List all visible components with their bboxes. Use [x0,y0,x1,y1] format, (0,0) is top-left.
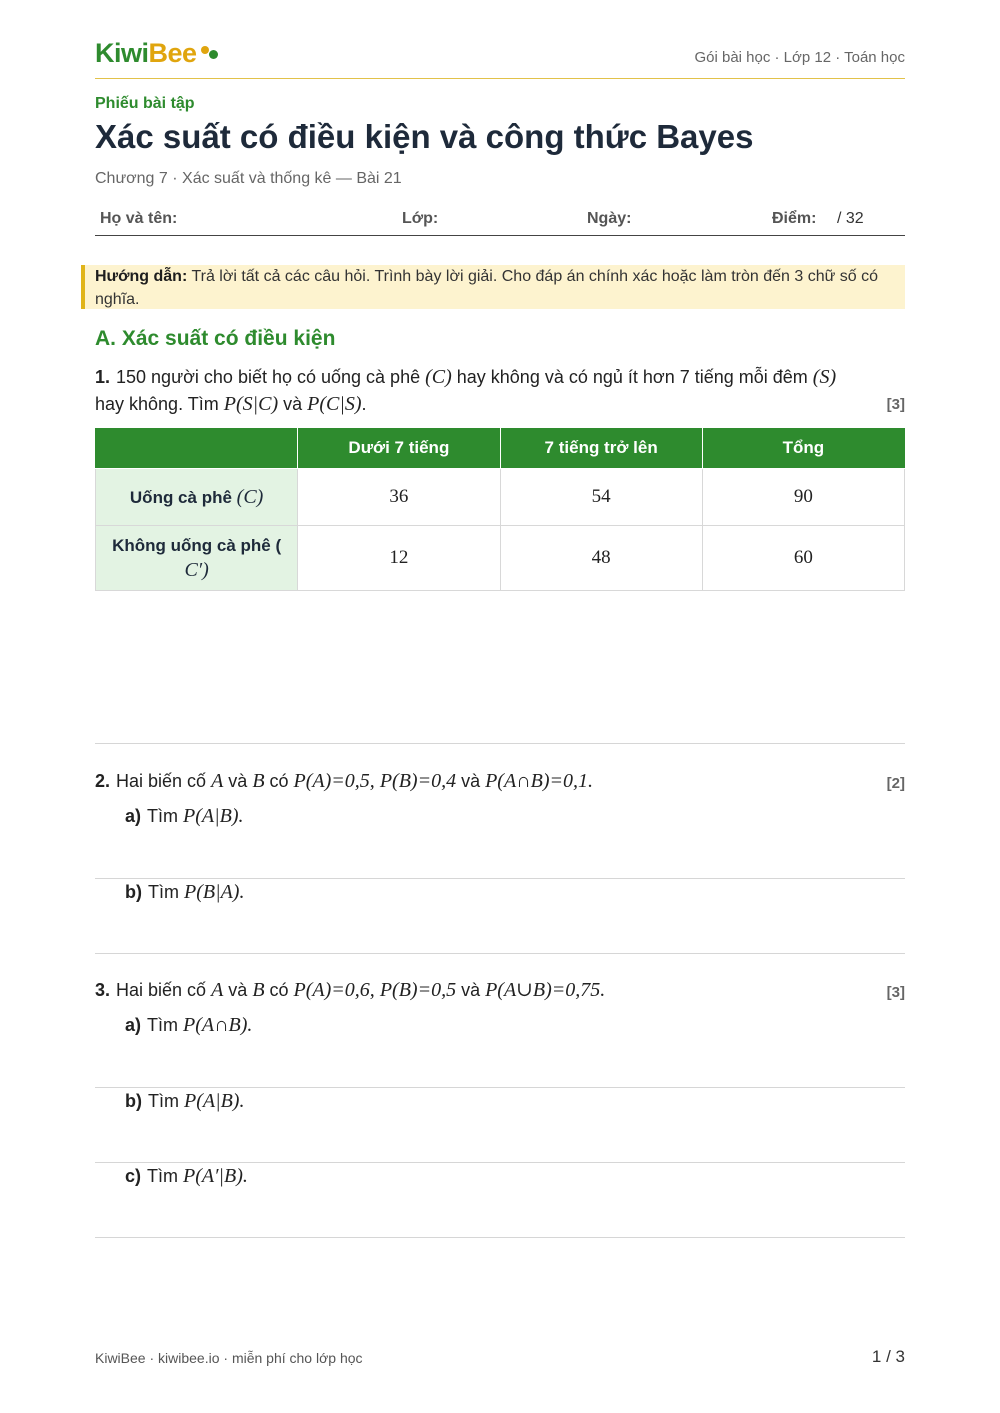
table-cell: 90 [702,469,904,526]
date-label: Ngày: [587,210,632,227]
question-text: và [456,771,486,791]
question-text: và [223,771,253,791]
math-expr: (C) [425,366,452,388]
contingency-table [95,428,905,591]
question-text: có [264,980,294,1000]
question-number: 3. [95,980,111,1000]
page-number: 1 / 3 [871,1347,905,1366]
table-row [96,469,905,526]
math-expr: P(A)=0,5, [293,770,375,792]
table-header: Tổng [702,428,904,469]
instructions-note [81,265,905,309]
table-header: Dưới 7 tiếng [298,428,500,469]
answer-line [95,878,905,879]
subquestion-b [125,881,244,904]
math-expr: P(B|A). [184,881,245,903]
sub-label: a) [125,806,142,826]
subquestion-c [125,1165,248,1188]
note-label: Hướng dẫn: [95,268,188,285]
table-header [96,428,298,469]
math-expr: P(A|B). [183,805,244,827]
math-expr: P(S|C) [223,393,279,415]
section-heading: A. Xác suất có điều kiện [95,327,336,350]
row-label: Uống cà phê [129,487,232,507]
math-expr: P(A|B). [184,1090,245,1112]
page-header [95,38,905,79]
math-expr: P(B)=0,4 [379,770,457,792]
sub-text: Tìm [147,1166,184,1186]
row-header [96,526,298,591]
page-title: Xác suất có điều kiện và công thức Bayes [95,118,754,155]
table-row [96,526,905,591]
subquestion-b [125,1090,244,1113]
question-text: hay không và có ngủ ít hơn 7 tiếng mỗi đêm [451,367,813,387]
table-header: 7 tiếng trở lên [500,428,702,469]
question-text: có [264,771,294,791]
question-text: Hai biến cố [116,771,212,791]
table-cell: 54 [500,469,702,526]
question-text: và [456,980,486,1000]
math-expr: P(A∩B)=0,1. [485,770,593,792]
math-expr: P(A∪B)=0,75. [485,979,606,1001]
sub-text: Tìm [147,1015,184,1035]
subquestion-a [125,805,243,828]
worksheet-kicker: Phiếu bài tập [95,95,195,112]
score-total: / 32 [837,210,864,227]
page-subtitle: Chương 7 · Xác suất và thống kê — Bài 21 [95,170,402,187]
score-label: Điểm: [772,210,817,227]
row-header [96,469,298,526]
question-marks: [3] [886,984,905,1001]
math-expr: A [211,770,224,792]
note-text: Trả lời tất cả các câu hỏi. Trình bày lời giải. Cho đáp án chính xác hoặc làm tròn đến 3 chữ số có nghĩa. [95,268,879,308]
class-label: Lớp: [402,210,439,227]
question-text: 150 người cho biết họ có uống cà phê [116,367,426,387]
math-expr: (C) [236,485,264,508]
row-label: Không uống cà phê ( [112,536,282,555]
math-expr: (S) [812,366,837,388]
question-text: hay không. Tìm [95,394,224,414]
table-cell: 48 [500,526,702,591]
math-expr: P(A′|B). [183,1165,248,1187]
table-cell: 12 [298,526,500,591]
table-cell: 36 [298,469,500,526]
math-expr: P(C|S) [307,393,362,415]
question-text: . [361,394,367,414]
question-text: và [278,394,308,414]
table-cell: 60 [702,526,904,591]
brand-bee: Bee [148,38,197,68]
brand-kiwi: Kiwi [95,38,149,68]
sub-text: Tìm [148,1091,184,1111]
answer-line [95,743,905,744]
student-info-row [95,204,905,236]
sub-label: b) [125,1091,142,1111]
math-expr: A [211,979,224,1001]
math-expr: P(A)=0,6, [293,979,375,1001]
answer-line [95,953,905,954]
name-label: Họ và tên: [100,210,178,227]
math-expr: C′) [184,559,209,581]
subquestion-a [125,1014,252,1037]
bee-icon [201,44,221,58]
answer-line [95,1087,905,1088]
answer-line [95,1237,905,1238]
sub-label: b) [125,882,142,902]
question-text: và [223,980,253,1000]
table-header-row [96,428,905,469]
answer-line [95,1162,905,1163]
question-number: 1. [95,367,111,387]
question-marks: [2] [886,775,905,792]
question-text: Hai biến cố [116,980,212,1000]
sub-label: a) [125,1015,142,1035]
brand-logo[interactable] [95,38,197,69]
math-expr: P(A∩B). [183,1014,253,1036]
sub-text: Tìm [147,806,184,826]
breadcrumb: Gói bài học · Lớp 12 · Toán học [694,49,905,66]
footer-text: KiwiBee · kiwibee.io · miễn phí cho lớp học [95,1350,363,1366]
question-2 [95,768,905,795]
question-3 [95,977,905,1004]
sub-label: c) [125,1166,142,1186]
question-number: 2. [95,771,111,791]
math-expr: B [252,770,265,792]
math-expr: P(B)=0,5 [379,979,457,1001]
math-expr: B [252,979,265,1001]
question-marks: [3] [886,396,905,413]
sub-text: Tìm [148,882,184,902]
question-1 [95,364,905,418]
worksheet-page [95,0,905,1413]
